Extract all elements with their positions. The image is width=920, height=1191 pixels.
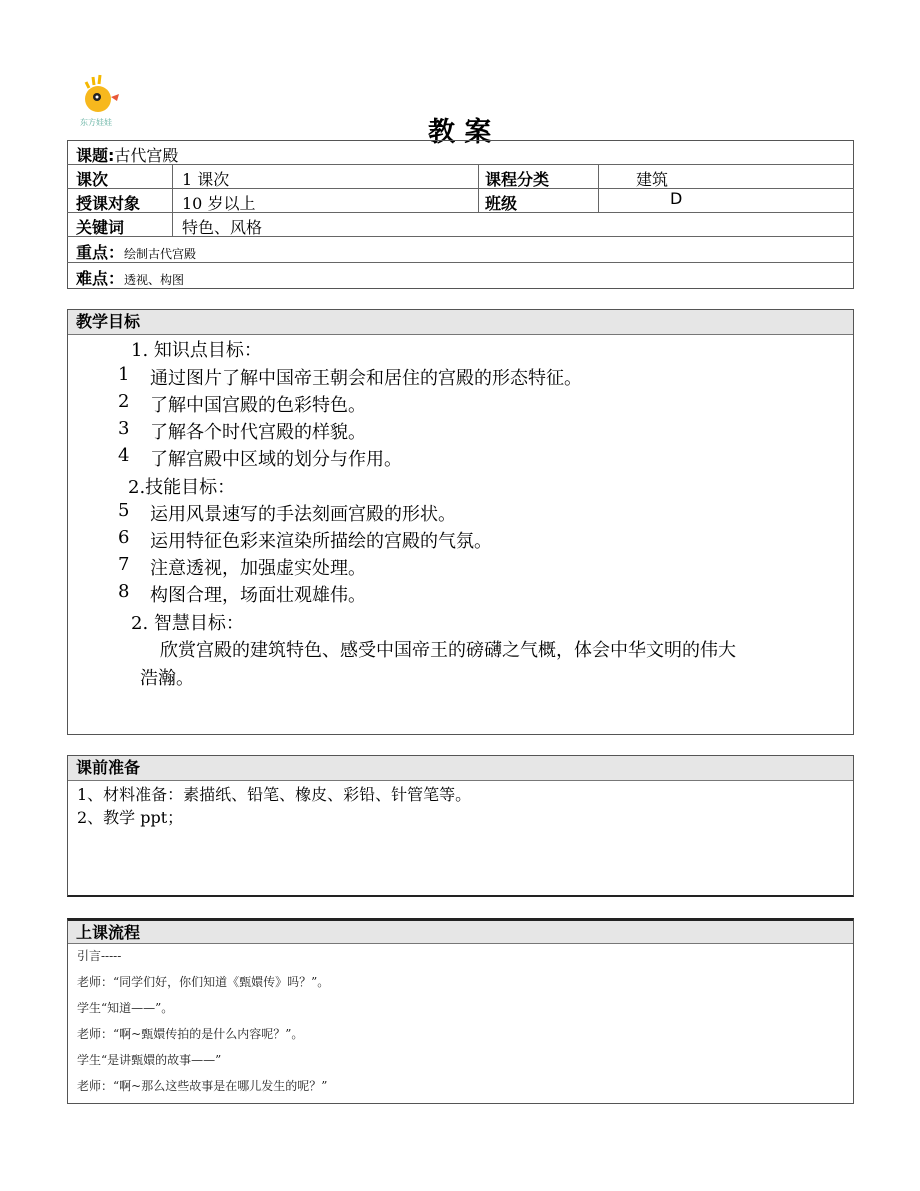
objective-text: 构图合理，场面壮观雄伟。	[150, 585, 366, 606]
objective-number: 5	[118, 500, 130, 521]
skill-title: 2.技能目标：	[128, 477, 236, 498]
topic-label: 课题:	[76, 146, 115, 165]
wisdom-text-1: 欣赏宫殿的建筑特色、感受中国帝王的磅礴之气概，体会中华文明的伟大	[160, 640, 736, 661]
objectives-header: 教学目标	[68, 310, 853, 335]
difficulty-row	[76, 266, 184, 289]
process-line: 学生“是讲甄嬛的故事——”	[77, 1053, 222, 1067]
lesson-label: 课次	[76, 170, 109, 189]
keywords-value: 特色、风格	[182, 218, 263, 237]
category-value: 建筑	[636, 170, 669, 189]
objective-number: 7	[118, 554, 130, 575]
topic-row	[76, 143, 178, 166]
objective-text: 通过图片了解中国帝王朝会和居住的宫殿的形态特征。	[150, 368, 582, 389]
topic-value: 古代宫殿	[114, 146, 179, 165]
page-title: 教 案	[428, 117, 492, 148]
objective-number: 4	[118, 445, 130, 466]
objective-text: 了解各个时代宫殿的样貌。	[150, 422, 366, 443]
wisdom-text-2: 浩瀚。	[140, 668, 194, 689]
category-label: 课程分类	[485, 170, 550, 189]
preparation-item: 2、教学 ppt；	[77, 808, 184, 827]
process-line: 老师：“同学们好，你们知道《甄嬛传》吗？”。	[77, 975, 330, 989]
focus-label: 重点：	[76, 243, 125, 262]
objective-number: 6	[118, 527, 130, 548]
difficulty-label: 难点：	[76, 269, 125, 288]
difficulty-value: 透视、构图	[124, 273, 185, 287]
audience-label: 授课对象	[76, 194, 141, 213]
process-line: 老师：“啊~甄嬛传拍的是什么内容呢？”。	[77, 1027, 304, 1041]
process-line: 老师：“啊~那么这些故事是在哪儿发生的呢？”	[77, 1079, 328, 1093]
process-header: 上课流程	[68, 921, 853, 944]
svg-text:东方娃娃: 东方娃娃	[80, 118, 112, 127]
class-label: 班级	[485, 194, 518, 213]
focus-row	[76, 240, 196, 263]
objective-number: 1	[118, 364, 130, 385]
preparation-header: 课前准备	[68, 756, 853, 781]
objective-text: 运用风景速写的手法刻画宫殿的形状。	[150, 504, 456, 525]
audience-value: 10 岁以上	[182, 194, 256, 213]
logo	[78, 74, 128, 130]
logo-icon	[78, 74, 128, 130]
objective-number: 8	[118, 581, 130, 602]
objective-text: 了解宫殿中区域的划分与作用。	[150, 449, 402, 470]
preparation-item: 1、材料准备：素描纸、铅笔、橡皮、彩铅、针管笔等。	[77, 785, 472, 804]
class-value: D	[670, 189, 683, 208]
objective-number: 2	[118, 391, 130, 412]
lesson-value: 1 课次	[182, 170, 230, 189]
objective-text: 了解中国宫殿的色彩特色。	[150, 395, 366, 416]
objective-number: 3	[118, 418, 130, 439]
knowledge-title: 1. 知识点目标：	[131, 340, 262, 361]
keywords-label: 关键词	[76, 218, 125, 237]
objective-text: 注意透视，加强虚实处理。	[150, 558, 366, 579]
objective-text: 运用特征色彩来渲染所描绘的宫殿的气氛。	[150, 531, 492, 552]
wisdom-title: 2. 智慧目标：	[131, 613, 244, 634]
focus-value: 绘制古代宫殿	[124, 247, 197, 261]
process-line: 学生“知道——”。	[77, 1001, 174, 1015]
process-line: 引言-----	[77, 949, 122, 963]
